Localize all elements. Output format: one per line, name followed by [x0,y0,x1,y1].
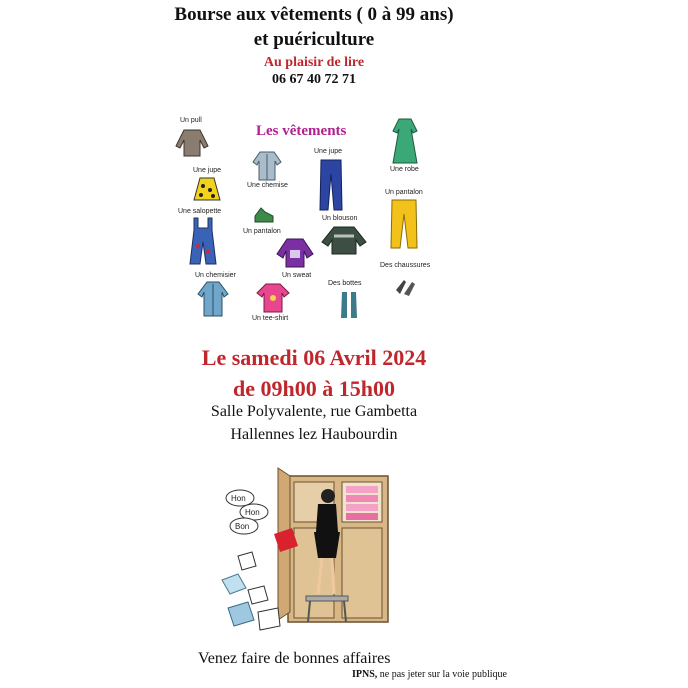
blouse-icon [196,280,230,318]
label-salopette: Une salopette [178,208,222,215]
event-time: de 09h00 à 15h00 [233,376,395,401]
bubble-text-2: Hon [245,508,260,517]
tshirt-icon [255,282,291,314]
label-pantalon-1: Un pantalon [243,228,281,235]
label-jupe-1: Une jupe [193,167,222,174]
label-sweat: Un sweat [282,272,312,279]
label-blouson: Un blouson [322,215,358,222]
label-robe: Une robe [390,166,419,173]
slogan: Venez faire de bonnes affaires [198,650,391,667]
event-town: Hallennes lez Haubourdin [230,426,398,443]
sweatshirt-icon [275,236,315,270]
shoes-icon [394,276,418,298]
label-chemisier: Un chemisier [195,272,236,279]
overalls-icon [186,216,220,266]
jacket-icon [320,224,368,256]
bubble-text-1: Hon [231,494,246,503]
title-line-2: et puériculture [253,29,375,50]
label-pull: Un pull [180,117,202,124]
sweater-icon [174,126,210,158]
ipns-bold: IPNS, [352,669,380,680]
shirt-icon [252,150,282,182]
ipns-notice [352,669,507,680]
label-teeshirt: Un tee-shirt [252,315,289,322]
ipns-rest: ne pas jeter sur la voie publique [379,669,507,680]
boots-icon [338,290,362,322]
yellow-trousers-icon [389,198,419,252]
wardrobe-illustration [218,462,400,640]
sneaker-icon [253,204,275,226]
event-venue: Salle Polyvalente, rue Gambetta [210,403,418,420]
bubble-text-3: Bon [235,522,250,531]
label-bottes: Des bottes [328,280,362,287]
skirt-icon [193,176,221,202]
dress-icon [387,117,423,165]
label-chemise: Une chemise [247,182,288,189]
label-jupe-2: Une jupe [314,148,343,155]
event-date: Le samedi 06 Avril 2024 [201,345,427,370]
jeans-icon [318,158,344,212]
label-chaussures: Des chaussures [380,262,431,269]
phone-number: 06 67 40 72 71 [272,72,356,87]
clothes-heading: Les vêtements [256,123,347,139]
organizer: Au plaisir de lire [263,55,365,70]
label-pantalon-2: Un pantalon [385,189,423,196]
title-line-1: Bourse aux vêtements ( 0 à 99 ans) [174,4,454,25]
